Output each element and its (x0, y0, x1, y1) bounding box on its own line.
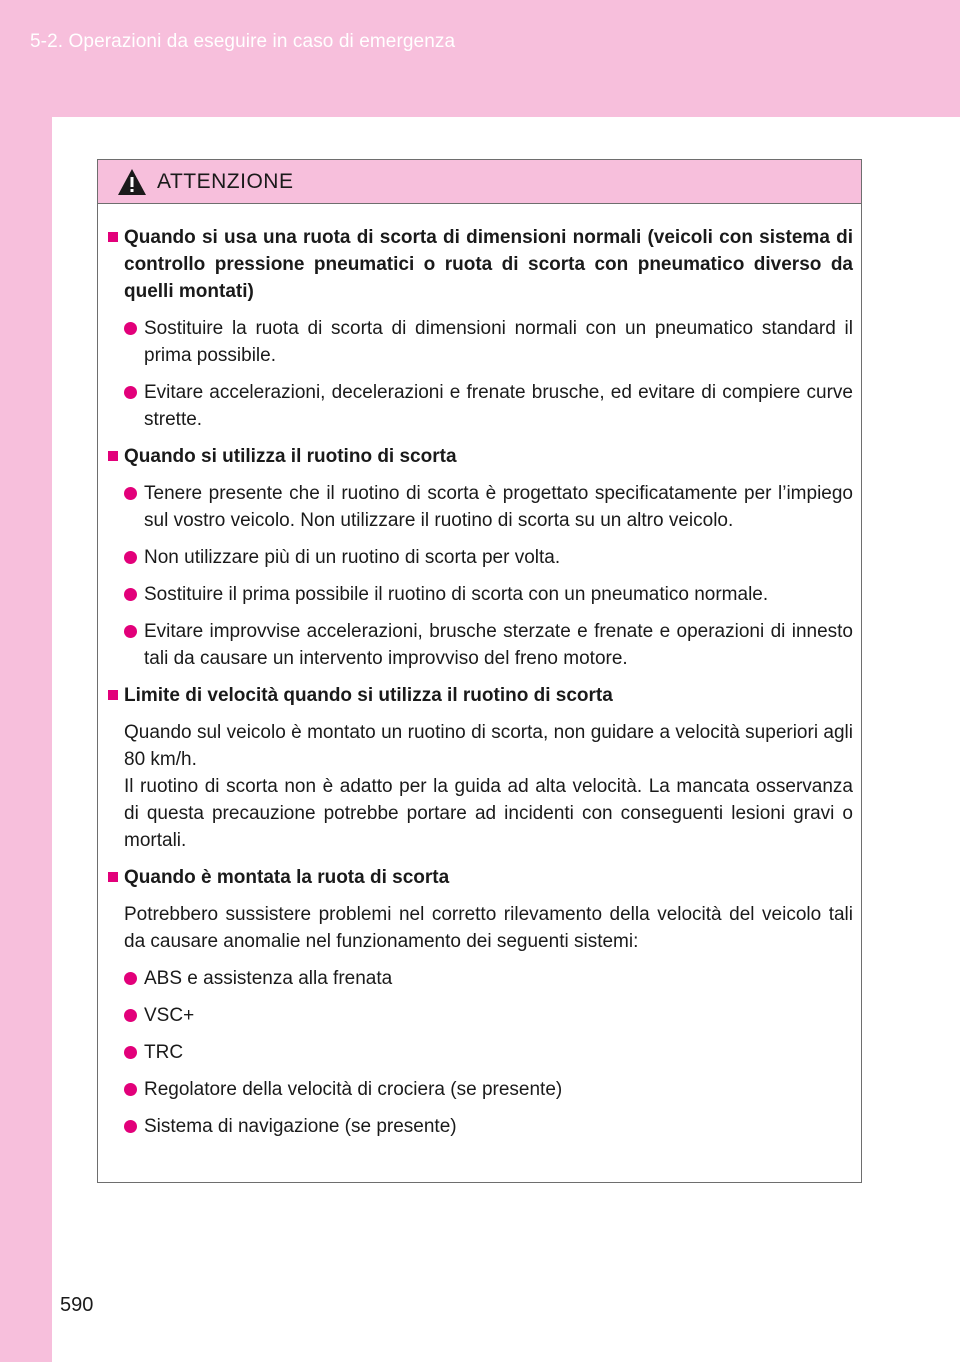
list-item (124, 379, 853, 433)
paragraph-line: Quando sul veicolo è montato un ruotino di scorta, non guidare a velocità superiori agli 80 km/h. (124, 722, 853, 770)
list-item-text: Non utilizzare più di un ruotino di scorta per volta. (144, 547, 561, 568)
header-band (0, 0, 960, 117)
circle-bullet-icon (124, 386, 137, 399)
list-item-text: ABS e assistenza alla frenata (144, 968, 393, 989)
circle-bullet-icon (124, 625, 137, 638)
section-heading-text: Limite di velocità quando si utilizza il ruotino di scorta (124, 685, 613, 706)
list-item-text: Sistema di navigazione (se presente) (144, 1116, 457, 1137)
list-item-text: Evitare accelerazioni, decelerazioni e frenate brusche, ed evitare di compiere curve strette. (144, 382, 853, 430)
caution-title: ATTENZIONE (157, 170, 294, 193)
caution-box (97, 159, 862, 1183)
square-bullet-icon (108, 690, 118, 700)
section-heading (108, 224, 853, 305)
list-item (124, 544, 853, 571)
circle-bullet-icon (124, 1009, 137, 1022)
circle-bullet-icon (124, 551, 137, 564)
paragraph: Potrebbero sussistere problemi nel corretto rilevamento della velocità del veicolo tali da causare anomalie nel funzionamento dei seguenti sistemi: (124, 904, 853, 952)
section-heading (108, 682, 853, 709)
paragraph (124, 719, 853, 854)
watermark: carmanualsonline.info (728, 1331, 950, 1355)
side-band (0, 117, 52, 1362)
list-item-text: Sostituire il prima possibile il ruotino di scorta con un pneumatico normale. (144, 584, 769, 605)
square-bullet-icon (108, 232, 118, 242)
page-number: 590 (60, 1294, 94, 1316)
caution-body (98, 204, 861, 1140)
list-item-text: Evitare improvvise accelerazioni, brusche sterzate e frenate e operazioni di innesto tali da causare un intervento improvviso del freno motore. (144, 621, 853, 669)
list-item (124, 618, 853, 672)
section-heading-text: Quando è montata la ruota di scorta (124, 867, 450, 888)
paragraph-line: Il ruotino di scorta non è adatto per la guida ad alta velocità. La mancata osservanza di questa precauzione potrebbe portare ad incidenti con conseguenti lesioni gravi o mortali. (124, 776, 853, 851)
section-heading-text: Quando si usa una ruota di scorta di dimensioni normali (veicoli con sistema di controllo pressione pneumatici o ruota di scorta con pneumatico diverso da quelli montati) (124, 227, 853, 302)
circle-bullet-icon (124, 1120, 137, 1133)
circle-bullet-icon (124, 1046, 137, 1059)
list-item (124, 965, 853, 992)
circle-bullet-icon (124, 322, 137, 335)
square-bullet-icon (108, 451, 118, 461)
section-heading (108, 443, 853, 470)
list-item (124, 581, 853, 608)
list-item-text: Regolatore della velocità di crociera (se presente) (144, 1079, 563, 1100)
section-header: 5-2. Operazioni da eseguire in caso di emergenza (30, 31, 456, 52)
list-item-text: TRC (144, 1042, 184, 1063)
list-item (124, 315, 853, 369)
circle-bullet-icon (124, 972, 137, 985)
section-heading (108, 864, 853, 891)
warning-icon (117, 168, 147, 196)
list-item-text: Tenere presente che il ruotino di scorta è progettato specificatamente per l’impiego sul vostro veicolo. Non utilizzare il ruotino di scorta su un altro veicolo. (144, 483, 853, 531)
list-item (124, 1002, 853, 1029)
circle-bullet-icon (124, 1083, 137, 1096)
list-item (124, 480, 853, 534)
section-heading-text: Quando si utilizza il ruotino di scorta (124, 446, 457, 467)
list-item-text: VSC+ (144, 1005, 195, 1026)
square-bullet-icon (108, 872, 118, 882)
list-item (124, 1113, 853, 1140)
circle-bullet-icon (124, 487, 137, 500)
caution-header (98, 160, 861, 204)
list-item (124, 1076, 853, 1103)
list-item-text: Sostituire la ruota di scorta di dimensioni normali con un pneumatico standard il prima possibile. (144, 318, 853, 366)
circle-bullet-icon (124, 588, 137, 601)
list-item (124, 1039, 853, 1066)
